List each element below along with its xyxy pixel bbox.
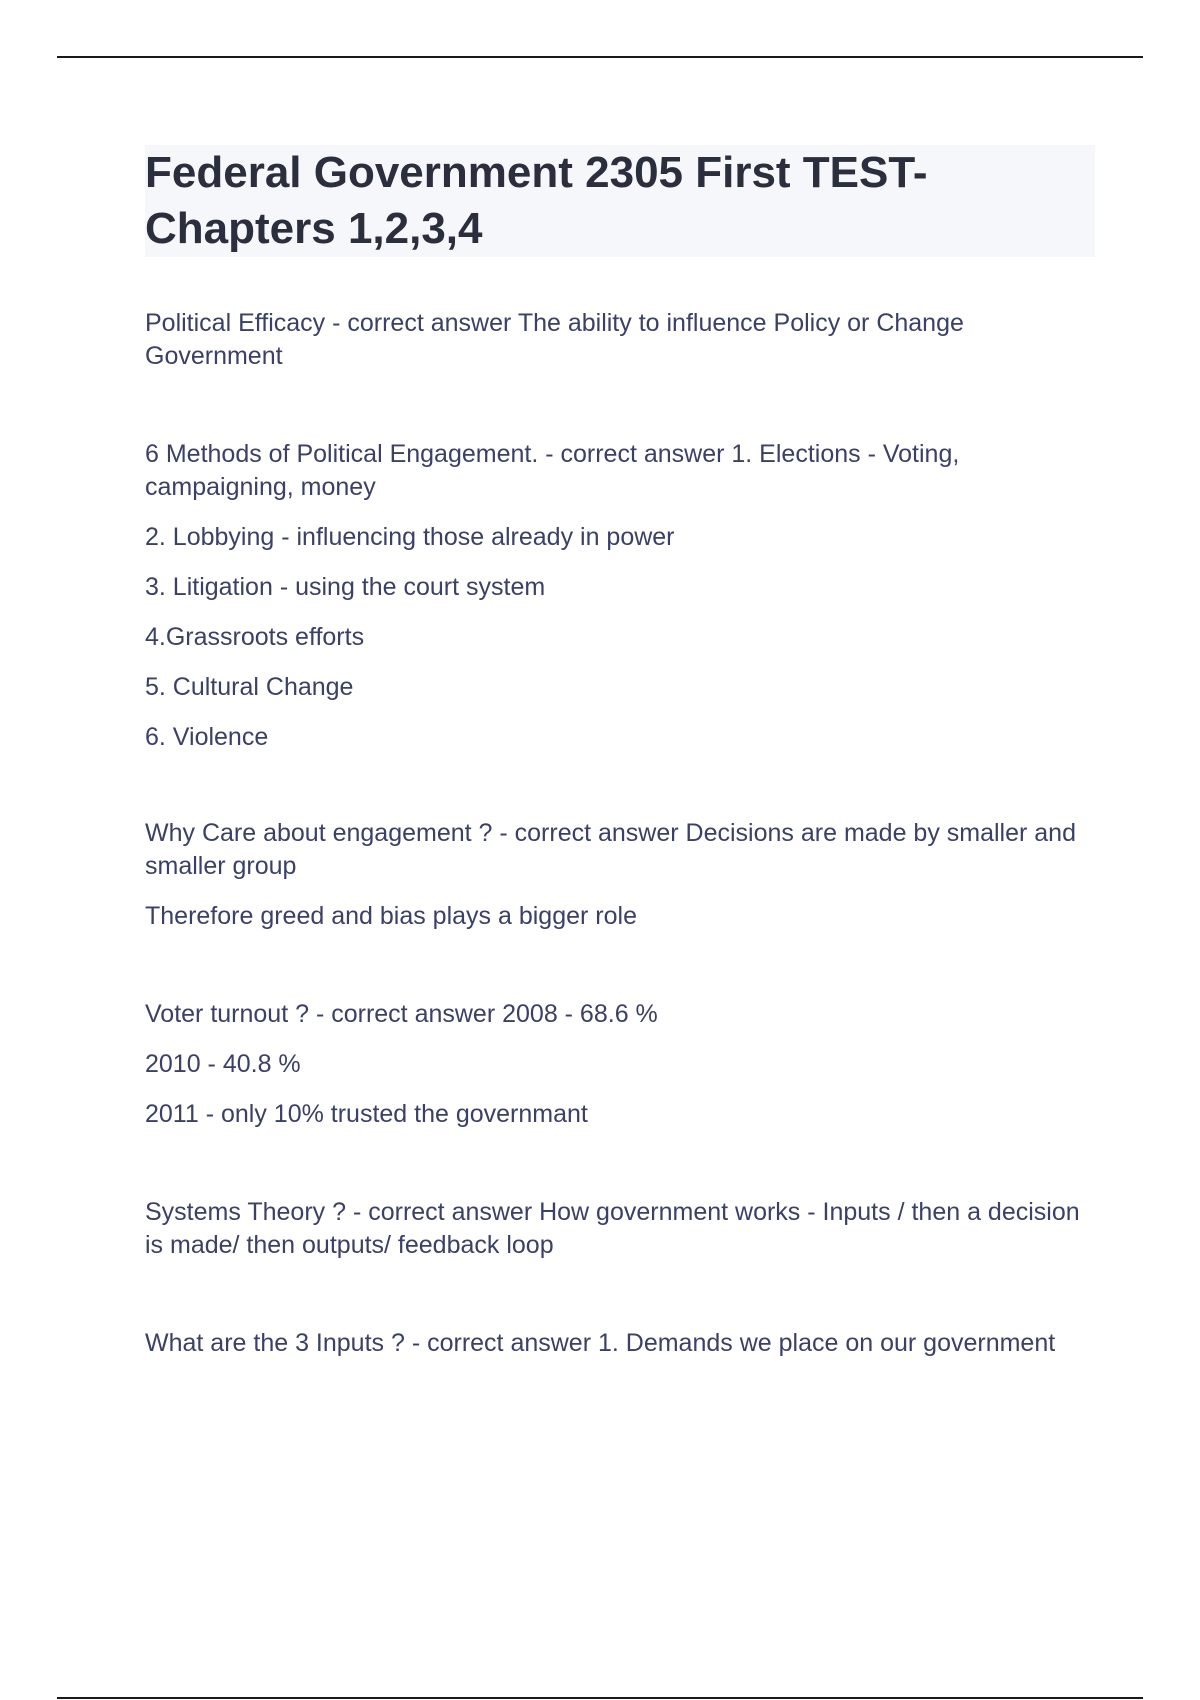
qa-line: Political Efficacy - correct answer The ability to influence Policy or Change Government (145, 309, 964, 370)
qa-line: 3. Litigation - using the court system (145, 573, 546, 601)
title-block (145, 145, 1095, 257)
qa-line: Why Care about engagement ? - correct answer Decisions are made by smaller and smaller group (145, 819, 1076, 880)
qa-item-political-efficacy (145, 307, 1095, 373)
qa-item-voter-turnout (145, 998, 1095, 1131)
title-line-1: Federal Government 2305 First TEST- (145, 148, 928, 197)
qa-line: Voter turnout ? - correct answer 2008 - 68.6 % (145, 1000, 658, 1028)
qa-line: 2011 - only 10% trusted the governmant (145, 1100, 588, 1128)
document-title (145, 145, 1095, 257)
bottom-rule (57, 1697, 1143, 1699)
document-body (145, 145, 1095, 1377)
qa-line: 5. Cultural Change (145, 673, 354, 701)
qa-line: 2010 - 40.8 % (145, 1050, 301, 1078)
qa-item-three-inputs (145, 1327, 1095, 1360)
qa-line: 2. Lobbying - influencing those already in power (145, 523, 675, 551)
qa-item-why-care (145, 817, 1095, 933)
title-line-2: Chapters 1,2,3,4 (145, 204, 483, 253)
qa-line: Therefore greed and bias plays a bigger role (145, 902, 637, 930)
qa-line: Systems Theory ? - correct answer How government works - Inputs / then a decision is made/ then outputs/ feedback loop (145, 1198, 1080, 1259)
qa-line: 6 Methods of Political Engagement. - correct answer 1. Elections - Voting, campaigning, money (145, 440, 960, 501)
qa-item-methods-of-engagement (145, 438, 1095, 754)
qa-line: 4.Grassroots efforts (145, 623, 365, 651)
top-rule (57, 56, 1143, 58)
qa-item-systems-theory (145, 1196, 1095, 1262)
qa-line: What are the 3 Inputs ? - correct answer 1. Demands we place on our government (145, 1329, 1056, 1357)
qa-line: 6. Violence (145, 723, 269, 751)
